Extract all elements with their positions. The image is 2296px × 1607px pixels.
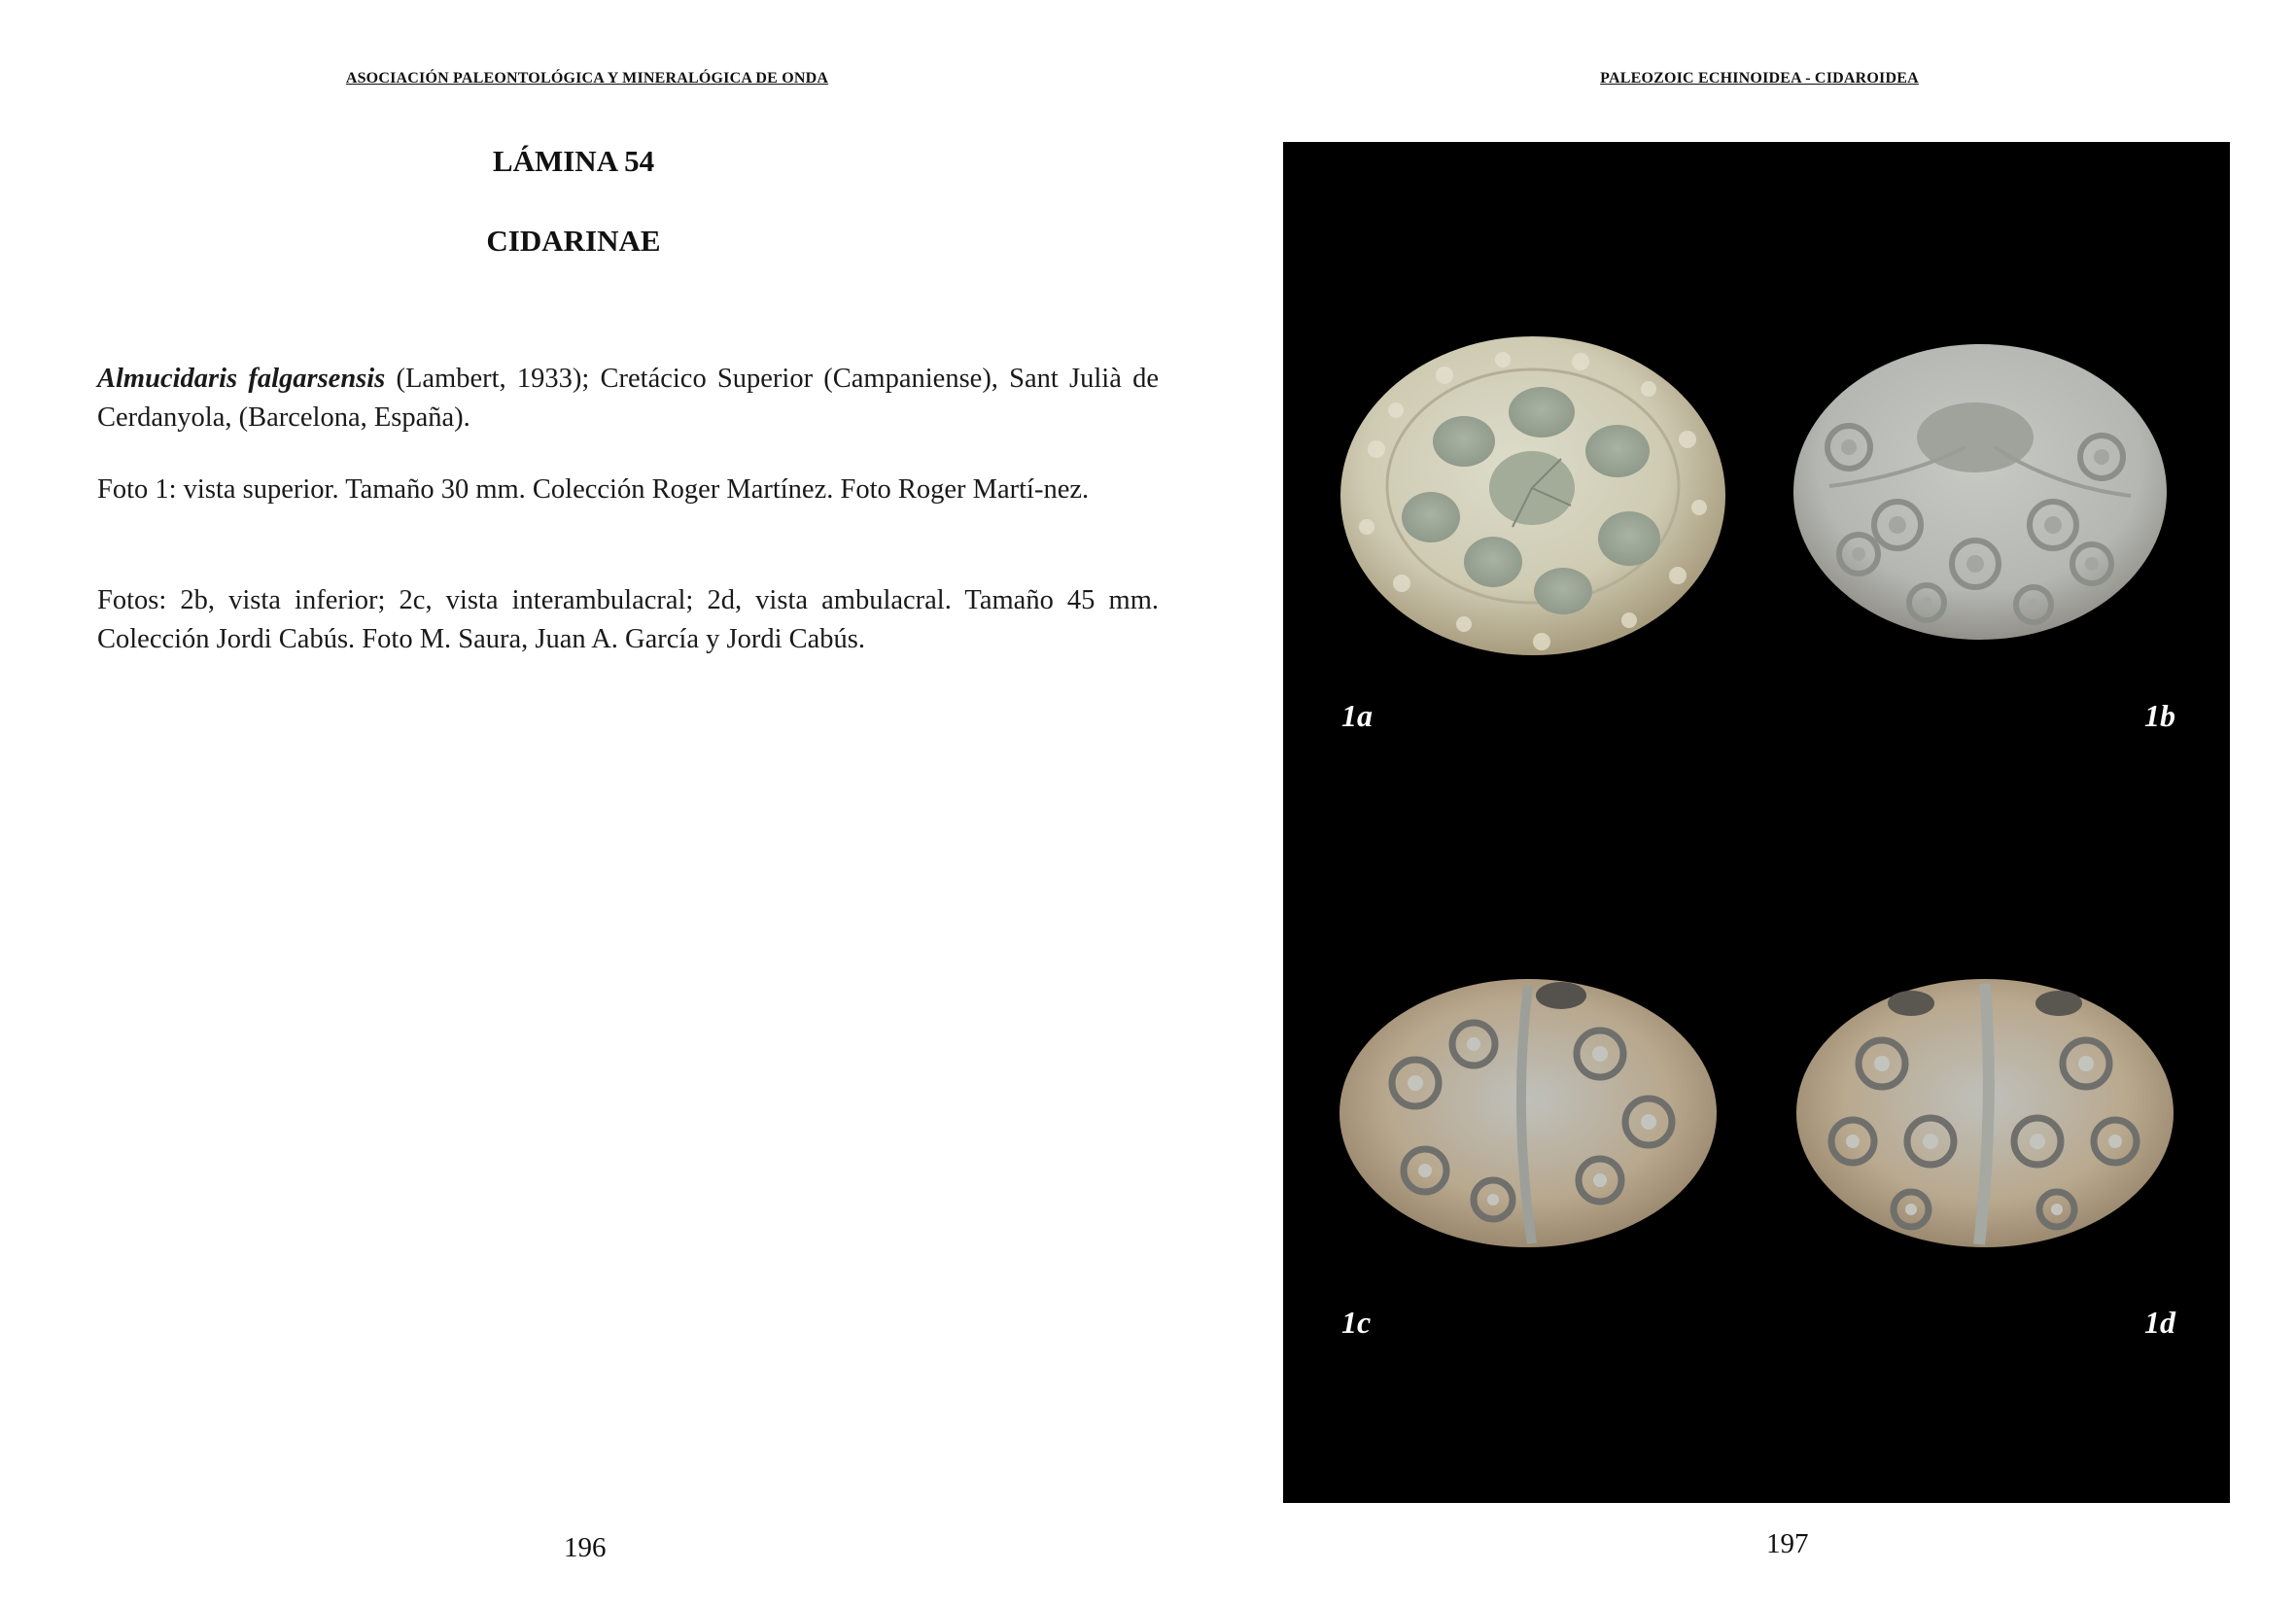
description-paragraph-3: Fotos: 2b, vista inferior; 2c, vista interambulacral; 2d, vista ambulacral. Tamaño 45 mm. Colección Jordi Cabús. Foto M. Saura, Juan A. García y Jordi Cabús. <box>97 585 1159 654</box>
photo-plate <box>1283 142 2230 1503</box>
right-running-header: PALEOZOIC ECHINOIDEA - CIDAROIDEA <box>1600 70 1919 87</box>
species-name: Almucidaris falgarsensis <box>97 364 386 394</box>
fossil-photo-1a <box>1338 332 1728 659</box>
figure-label-1a: 1a <box>1341 698 1373 733</box>
description-paragraph-1 <box>97 360 1159 437</box>
species-details: (Lambert, 1933); Cretácico Superior (Campaniense), Sant Julià de Cerdanyola, (Barcelona, España). <box>97 364 1159 433</box>
left-running-header: ASOCIACIÓN PALEONTOLÓGICA Y MINERALÓGICA DE ONDA <box>345 70 829 87</box>
figure-label-1d: 1d <box>2144 1305 2175 1340</box>
left-page-number: 196 <box>564 1532 607 1563</box>
plate-title: LÁMINA 54 <box>492 144 655 178</box>
right-page-number: 197 <box>1766 1528 1809 1559</box>
fossil-photo-1b <box>1791 340 2170 644</box>
fossil-photo-1c <box>1338 976 1719 1250</box>
figure-label-1c: 1c <box>1341 1305 1372 1340</box>
description-paragraph-2: Foto 1: vista superior. Tamaño 30 mm. Colección Roger Martínez. Foto Roger Martí-nez. <box>97 474 1090 505</box>
subfamily-title: CIDARINAE <box>486 224 661 258</box>
figure-label-1b: 1b <box>2144 698 2175 733</box>
fossil-photo-1d <box>1794 976 2175 1250</box>
